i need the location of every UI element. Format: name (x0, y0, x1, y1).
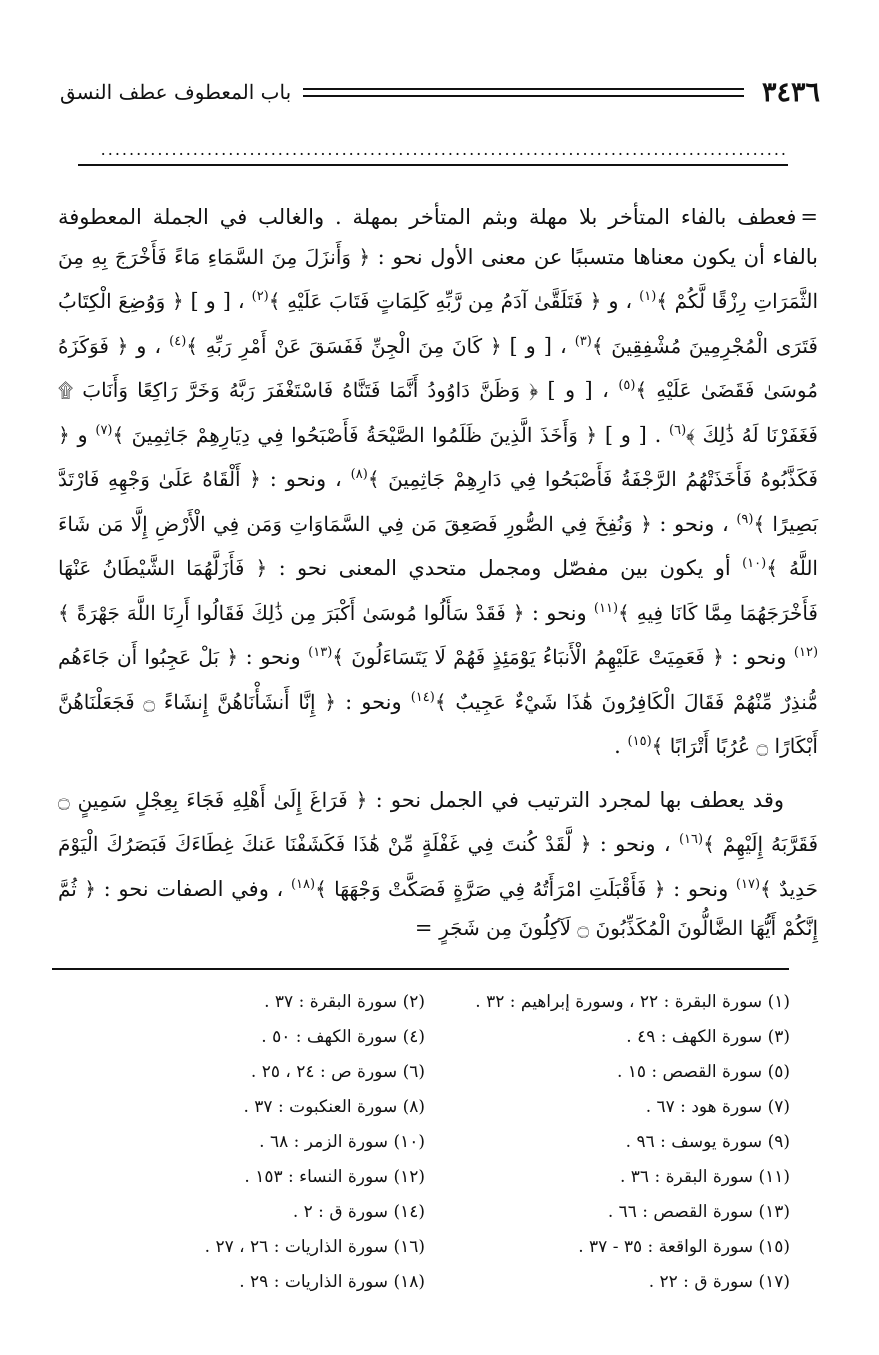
footnote: (٨) سورة العنكبوت : ٣٧ . (243, 1097, 425, 1117)
quran-verse: ﴿ لَّقَدْ كُنتَ فِي غَفْلَةٍ مِّنْ هَٰذَا فَكَشَفْنَا عَنكَ غِطَاءَكَ فَبَصَرُكَ الْيَوْمَ حَدِيدٌ ﴾ (58, 832, 819, 901)
footnote-ref: (١٨) (290, 876, 316, 892)
footnote-rule (52, 968, 789, 970)
text-run: و (69, 422, 96, 447)
footnote-ref: (١٧) (735, 876, 761, 892)
footnote: (١٨) سورة الذاريات : ٢٩ . (239, 1272, 425, 1292)
text-run: ، [ و ] (537, 378, 619, 402)
footnote-ref: (٨) (350, 467, 368, 482)
footnote: (١٥) سورة الواقعة : ٣٥ - ٣٧ . (578, 1237, 790, 1257)
footnote: (٩) سورة يوسف : ٩٦ . (625, 1132, 790, 1152)
quran-verse: ﴿ وَأَخَذَ الَّذِينَ ظَلَمُوا الصَّيْحَةُ فَأَصْبَحُوا فِي دِيَارِهِمْ جَاثِمِينَ ﴾ (112, 422, 598, 447)
footnote-ref: (١٠) (742, 556, 767, 571)
quran-verse: ﴿ وَظَنَّ دَاوُودُ أَنَّمَا فَتَنَّاهُ فَاسْتَغْفَرَ رَبَّهُ وَخَرَّ رَاكِعًا وَأَنَابَ ۩ فَغَفَرْنَا لَهُ ذَٰلِكَ ﴾ (58, 378, 818, 447)
quran-verse: ﴿ فَأَقْبَلَتِ امْرَأَتُهُ فِي صَرَّةٍ فَصَكَّتْ وَجْهَهَا ﴾ (315, 876, 666, 901)
continuation-mark: = (800, 205, 818, 229)
quran-verse: ﴿ فَكَذَّبُوهُ فَأَخَذَتْهُمُ الرَّجْفَةُ فَأَصْبَحُوا فِي دَارِهِمْ جَاثِمِينَ ﴾ (58, 422, 818, 491)
footnote: (١٣) سورة القصص : ٦٦ . (607, 1202, 790, 1222)
text-run: ونحو : (723, 645, 794, 669)
footnote: (١٦) سورة الذاريات : ٢٦ ، ٢٧ . (204, 1237, 425, 1257)
text-run: = (414, 916, 440, 940)
text-run: ، [ و ] (501, 333, 575, 358)
quran-verse: ﴿ كَانَ مِنَ الْجِنِّ فَفَسَقَ عَنْ أَمْرِ رَبِّهِ ﴾ (186, 333, 502, 358)
quran-verse: ﴿ وَنُفِخَ فِي الصُّورِ فَصَعِقَ مَن فِي السَّمَاوَاتِ وَمَن فِي الْأَرْضِ إِلَّا مَن شَاءَ اللَّهُ ﴾ (58, 511, 818, 580)
text-run: ونحو : (665, 876, 736, 901)
paragraph (58, 781, 818, 949)
footnote: (٥) سورة القصص : ١٥ . (616, 1062, 790, 1082)
text-run: ، [ و ] (183, 289, 252, 313)
footnote-ref: (٥) (618, 378, 636, 393)
text-run: ، و (601, 289, 640, 313)
quran-verse: ﴿ فَوَكَزَهُ مُوسَىٰ فَقَضَىٰ عَلَيْهِ ﴾ (58, 333, 818, 402)
text-run: ونحو : (238, 645, 309, 669)
quran-verse: ﴿ فَعَمِيَتْ عَلَيْهِمُ الْأَنبَاءُ يَوْمَئِذٍ فَهُمْ لَا يَتَسَاءَلُونَ ﴾ (332, 645, 724, 669)
quran-verse: ﴿ إِنَّا أَنشَأْنَاهُنَّ إِنشَاءً ۝ فَجَعَلْنَاهُنَّ أَبْكَارًا ۝ عُرُبًا أَتْرَابًا ﴾ (58, 689, 818, 758)
footnote-ref: (٦) (669, 422, 687, 438)
footnote-ref: (١٣) (308, 645, 333, 660)
quran-verse: ﴿ وَأَنزَلَ مِنَ السَّمَاءِ مَاءً فَأَخْرَجَ بِهِ مِنَ الثَّمَرَاتِ رِزْقًا لَّكُمْ ﴾ (58, 244, 818, 313)
main-text (58, 198, 818, 949)
text-run: ونحو : (524, 600, 594, 625)
paragraph (58, 198, 818, 767)
text-run: ، ونحو : (260, 467, 351, 491)
footnote-ref: (٩) (736, 511, 754, 527)
footnote: (٤) سورة الكهف : ٥٠ . (261, 1027, 425, 1047)
quran-verse: ﴿ فَرَاغَ إِلَىٰ أَهْلِهِ فَجَاءَ بِعِجْلٍ سَمِينٍ ۝ فَقَرَّبَهُ إِلَيْهِمْ ﴾ (58, 787, 819, 856)
footnote: (١٢) سورة النساء : ١٥٣ . (244, 1167, 425, 1187)
footnote: (٦) سورة ص : ٢٤ ، ٢٥ . (250, 1062, 425, 1082)
chapter-title: باب المعطوف عطف النسق (60, 80, 292, 104)
text-run: ، وفي الصفات نحو : (95, 876, 291, 901)
quran-verse: ﴿ فَتَلَقَّىٰ آدَمُ مِن رَّبِّهِ كَلِمَاتٍ فَتَابَ عَلَيْهِ ﴾ (268, 289, 602, 313)
quran-verse: ﴿ ثُمَّ إِنَّكُمْ أَيُّهَا الضَّالُّونَ الْمُكَذِّبُونَ ۝ لَآكِلُونَ مِن شَجَرٍ (58, 876, 818, 940)
dotted-separator: ................................................................................................. (78, 140, 788, 166)
footnote: (٢) سورة البقرة : ٣٧ . (264, 992, 425, 1012)
footnote-ref: (١٢) (793, 645, 819, 660)
quran-verse: ﴿ بَلْ عَجِبُوا أَن جَاءَهُم مُّنذِرٌ مِّنْهُمْ فَقَالَ الْكَافِرُونَ هَٰذَا شَيْءٌ عَجِيبٌ ﴾ (58, 645, 819, 714)
footnotes (60, 992, 790, 1307)
text-run: أو يكون بين مفصّل ومجمل متحدي المعنى نحو : (267, 556, 743, 580)
footnote: (٧) سورة هود : ٦٧ . (645, 1097, 790, 1117)
footnote-ref: (١١) (593, 600, 619, 616)
footnote: (١٠) سورة الزمر : ٦٨ . (259, 1132, 425, 1152)
text-run: ونحو : (336, 689, 411, 714)
page-number: ٣٤٣٦ (761, 76, 820, 108)
footnote: (٣) سورة الكهف : ٤٩ . (626, 1027, 790, 1047)
footnote-ref: (١٥) (627, 734, 652, 749)
text-run: . (614, 734, 628, 758)
text-run: وقد يعطف بها لمجرد الترتيب في الجمل نحو : (367, 787, 784, 812)
header-rule (303, 88, 744, 97)
footnote-ref: (٣) (574, 333, 592, 349)
footnote-ref: (٧) (95, 422, 113, 438)
footnote: (١٤) سورة ق : ٢ . (292, 1202, 425, 1222)
footnote-ref: (١) (639, 289, 657, 304)
text-run: ، و (128, 333, 170, 358)
quran-verse: ﴿ وَوُضِعَ الْكِتَابُ فَتَرَى الْمُجْرِمِينَ مُشْفِقِينَ ﴾ (58, 289, 818, 358)
footnote: (١٧) سورة ق : ٢٢ . (648, 1272, 790, 1292)
footnote: (١) سورة البقرة : ٢٢ ، وسورة إبراهيم : ٣٢ . (475, 992, 790, 1012)
text-run: . [ و ] (597, 422, 670, 447)
text-run: فعطف بالفاء المتأخر بلا مهلة وبثم المتأخر بمهلة . والغالب في الجملة المعطوفة بالفاء أن يكون معناها متسببًا عن معنى الأول نحو : (58, 205, 818, 269)
page-header (60, 72, 820, 112)
footnote-ref: (٢) (251, 289, 269, 304)
quran-verse: ﴿ فَأَزَلَّهُمَا الشَّيْطَانُ عَنْهَا فَأَخْرَجَهُمَا مِمَّا كَانَا فِيهِ ﴾ (58, 556, 818, 625)
text-run: ، ونحو : (591, 832, 679, 856)
footnote-ref: (١٦) (678, 832, 704, 847)
footnote-ref: (١٤) (410, 689, 435, 705)
footnote: (١١) سورة البقرة : ٣٦ . (619, 1167, 790, 1187)
footnote-ref: (٤) (169, 333, 187, 349)
quran-verse: ﴿ فَقَدْ سَأَلُوا مُوسَىٰ أَكْبَرَ مِن ذَٰلِكَ فَقَالُوا أَرِنَا اللَّهَ جَهْرَةً ﴾ (58, 600, 525, 625)
text-run: ، ونحو : (651, 511, 737, 536)
quran-verse: ﴿ أَلْقَاهُ عَلَىٰ وَجْهِهِ فَارْتَدَّ بَصِيرًا ﴾ (58, 467, 818, 536)
